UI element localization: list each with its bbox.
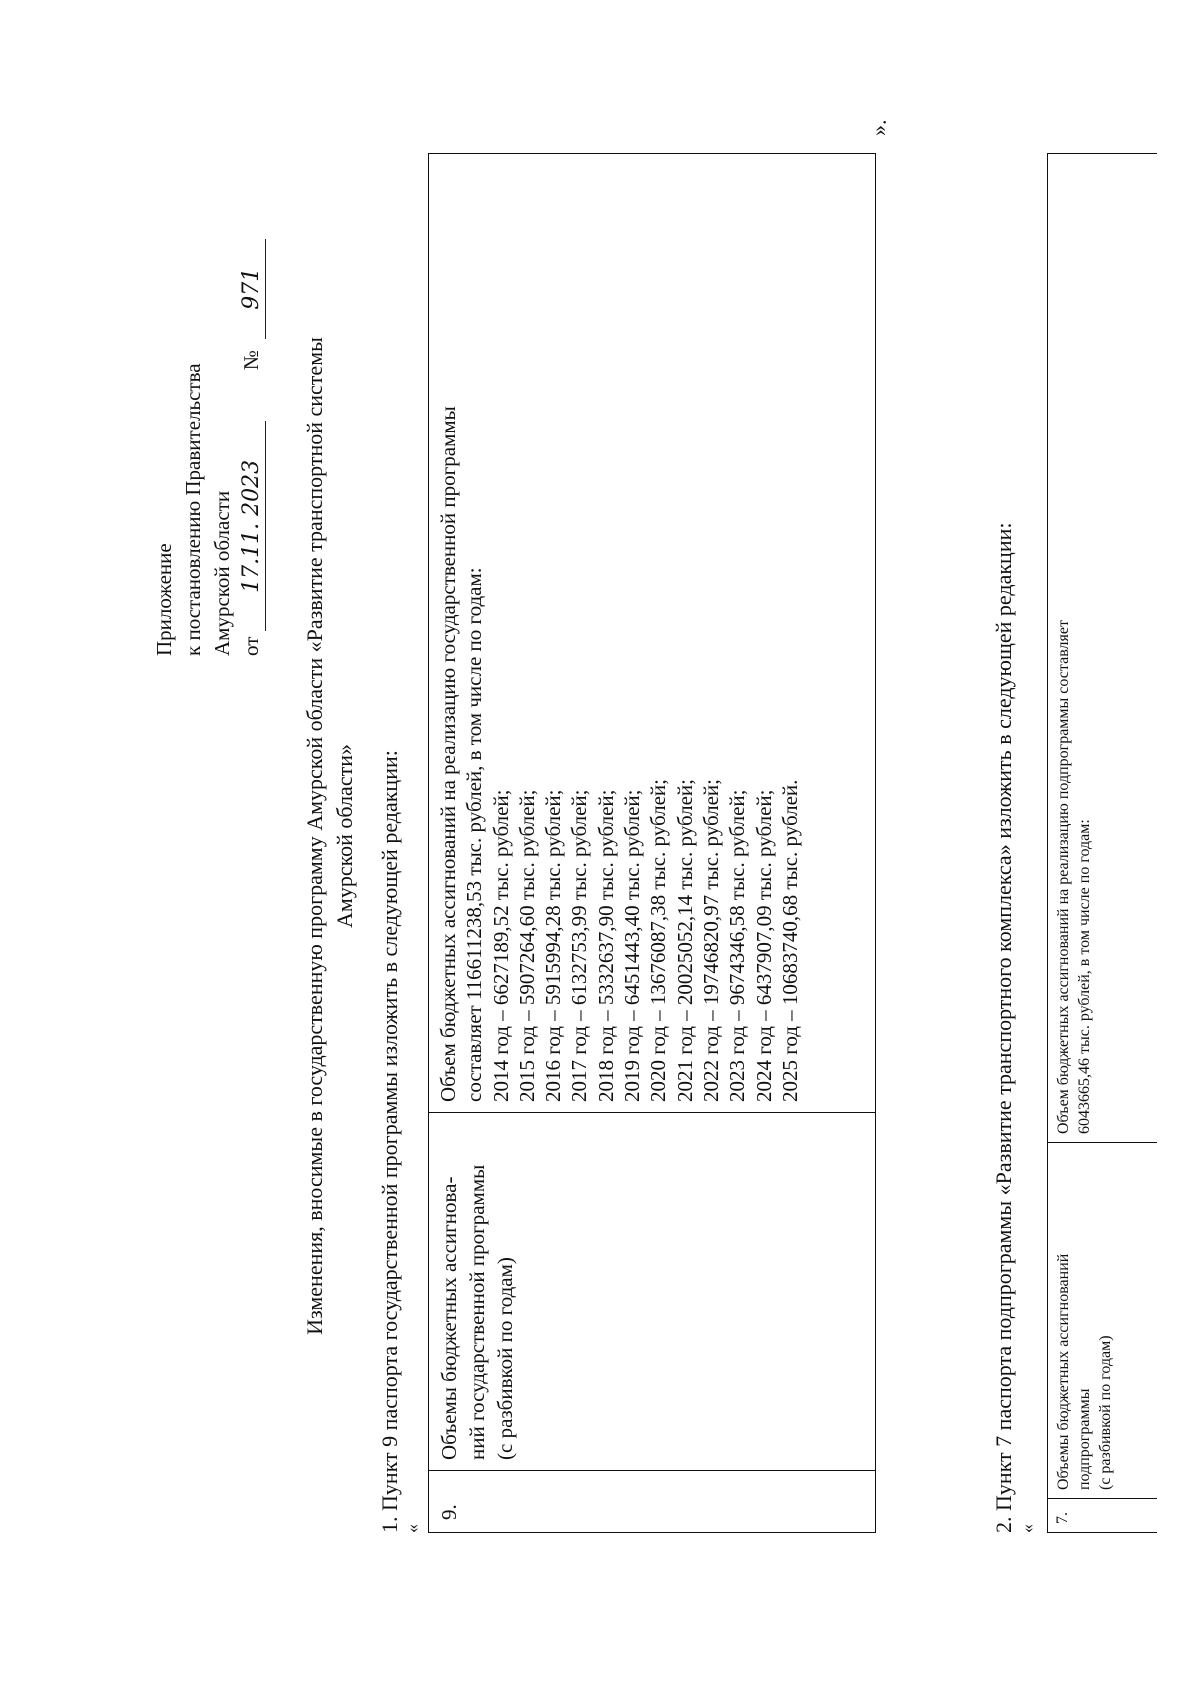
year-row-2015: 2015 год – 5907264,60 тыс. рублей; xyxy=(514,789,539,1102)
date-prefix: от xyxy=(239,636,263,656)
table2-content-cell xyxy=(1048,154,1157,1142)
title-line-2: Амурской области» xyxy=(332,744,357,928)
appendix-line-1: Приложение xyxy=(152,543,176,656)
year-row-2020: 2020 год – 13676087,38 тыс. рублей; xyxy=(646,778,671,1102)
year-row-2018: 2018 год – 5332637,90 тыс. рублей; xyxy=(593,789,618,1102)
page-title xyxy=(300,236,360,1436)
year-row-2017: 2017 год – 6132753,99 тыс. рублей; xyxy=(567,789,592,1102)
year-row-2014: 2014 год – 6627189,52 тыс. рублей; xyxy=(488,789,513,1102)
section1-intro: 1. Пункт 9 паспорта государственной программы изложить в следующей редакции: xyxy=(377,750,402,1533)
table2-content-line: Объем бюджетных ассигнований на реализацию подпрограммы составляет xyxy=(1055,620,1072,1134)
passport-table-1 xyxy=(428,153,876,1533)
table1-content-line: Объем бюджетных ассигнований на реализацию государственной программы xyxy=(436,406,460,1102)
title-line-1: Изменения, вносимые в государственную программу Амурской области «Развитие транспортной системы xyxy=(302,337,327,1335)
table1-label-cell xyxy=(429,1112,875,1470)
year-row-2024: 2024 год – 6437907,09 тыс. рублей; xyxy=(751,789,776,1102)
table1-content-cell xyxy=(429,154,875,1112)
year-row-2019: 2019 год – 6451443,40 тыс. рублей; xyxy=(620,789,645,1102)
table1-label-line: (с разбивкой по годам) xyxy=(493,1257,517,1460)
year-row-2016: 2016 год – 5915994,28 тыс. рублей; xyxy=(541,789,566,1102)
appendix-date-line xyxy=(237,96,266,656)
table2-number-cell: 7. xyxy=(1048,1498,1157,1532)
table1-label-line: Объемы бюджетных ассигнова- xyxy=(437,1176,461,1460)
table1-label-line: ний государственной программы xyxy=(465,1164,489,1460)
section1-open-quote: « xyxy=(402,1524,422,1533)
appendix-line-3: Амурской области xyxy=(210,490,234,656)
table2-label-line: (с разбивкой по годам) xyxy=(1097,1335,1114,1490)
year-row-2023: 2023 год – 9674346,58 тыс. рублей; xyxy=(725,789,750,1102)
date-handwritten: 17.11. 2023 xyxy=(239,421,266,631)
appendix-header xyxy=(150,96,266,656)
section2-intro: 2. Пункт 7 паспорта подпрограммы «Развитие транспортного комплекса» изложить в следующей редакции: xyxy=(991,522,1016,1533)
year-row-2021: 2021 год – 20025052,14 тыс. рублей; xyxy=(672,778,697,1102)
table1-content-line: составляет 116611238,53 тыс. рублей, в том числе по годам: xyxy=(462,567,487,1102)
table2-label-cell xyxy=(1048,1142,1157,1498)
table1-number-cell: 9. xyxy=(429,1470,875,1532)
appendix-line-2: к постановлению Правительства xyxy=(181,363,205,656)
year-row-2022: 2022 год – 19746820,97 тыс. рублей; xyxy=(698,778,723,1102)
number-sign: № xyxy=(239,350,263,371)
table2-label-line: Объемы бюджетных ассигнований подпрограммы xyxy=(1055,1253,1093,1490)
section1-close-quote: ». xyxy=(866,119,891,136)
year-row-2025: 2025 год – 10683740,68 тыс. рублей. xyxy=(777,779,802,1102)
passport-table-2 xyxy=(1047,153,1157,1533)
section2-open-quote: « xyxy=(1017,1524,1037,1533)
table2-content-line: 6043665,46 тыс. рублей, в том числе по годам: xyxy=(1076,819,1093,1134)
number-handwritten: 971 xyxy=(239,239,266,339)
